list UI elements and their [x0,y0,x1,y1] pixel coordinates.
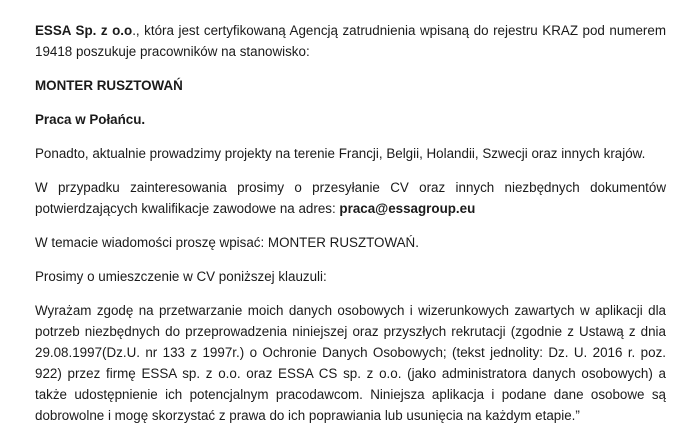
consent-clause: Wyrażam zgodę na przetwarzanie moich danych osobowych i wizerunkowych zawartych w aplikacji dla potrzeb niezbędnych do przeprowadzenia niniejszej oraz przyszłych rekrutacji (zgodnie z Ustawą z dnia 29.08.1997(Dz.U. nr 133 z 1997r.) o Ochronie Danych Osobowych; (tekst jednolity: Dz. U. 2016 r. poz. 922) przez firmę ESSA sp. z o.o. oraz ESSA CS sp. z o.o. (jako administratora danych osobowych) a także udostępnienie ich potencjalnym pracodawcom. Niniejsza aplikacja i podane dane osobowe są dobrowolne i mogę skorzystać z prawa do ich poprawiania lub usunięcia na każdym etapie.” [35,303,666,423]
projects-paragraph: Ponadto, aktualnie prowadzimy projekty na terenie Francji, Belgii, Holandii, Szwecji oraz innych krajów. [35,146,646,161]
contact-email[interactable]: praca@essagroup.eu [339,201,476,216]
apply-paragraph [35,177,666,219]
subject-instruction: W temacie wiadomości proszę wpisać: MONTER RUSZTOWAŃ. [35,235,419,250]
clause-request: Prosimy o umieszczenie w CV poniższej klauzuli: [35,269,327,284]
intro-text: ., która jest certyfikowaną Agencją zatrudnienia wpisaną do rejestru KRAZ pod numerem 19418 poszukuje pracowników na stanowisko: [35,23,666,59]
intro-paragraph [35,20,666,62]
company-name: ESSA Sp. z o.o [35,23,133,38]
apply-text: W przypadku zainteresowania prosimy o przesyłanie CV oraz innych niezbędnych dokumentów potwierdzających kwalifikacje zawodowe na adres: [35,180,666,216]
position-title: MONTER RUSZTOWAŃ [35,78,183,93]
work-location: Praca w Połańcu. [35,112,146,127]
